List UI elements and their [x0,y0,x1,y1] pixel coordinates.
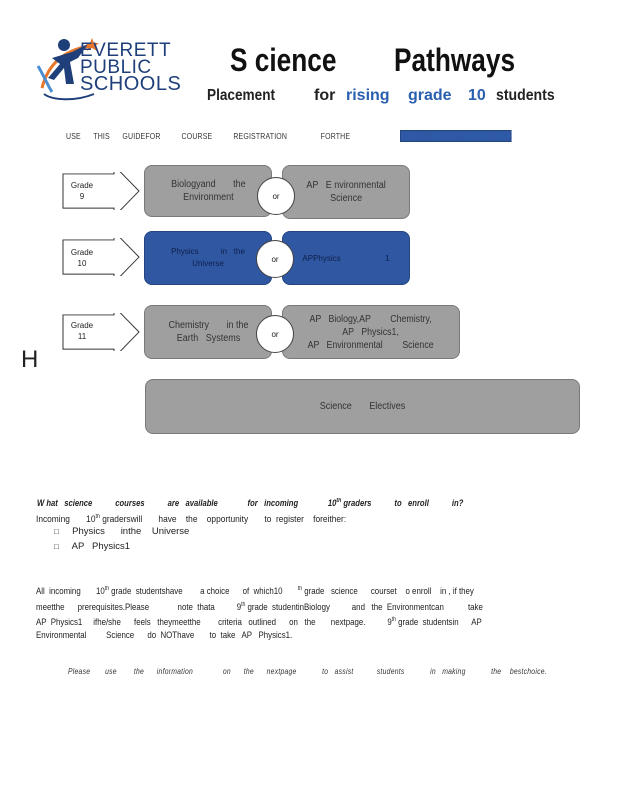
subtitle-for: for [314,87,336,104]
footnote-next-page: Please use the information on the nextpage to assist students in making the bestchoice. [68,666,547,676]
bullet-text: AP Physics1 [71,541,131,552]
q-word-6: graders [343,498,372,508]
course-physics-universe-label: Physics in the Universe [171,247,245,268]
course-ap-physics-1-label: APPhysics 1 [302,253,390,263]
intro-b: graderswill have the opportunity to register foreither: [99,514,347,526]
school-year-text: 202 4 - 202 5 SCHOOLYEAR [400,131,511,141]
q-word-7: to enroll [394,498,429,508]
q-word-5: 10 [327,498,337,508]
science-electives-label: Science Electives [319,401,406,412]
intro-sup: th [95,514,100,520]
grade-10-label [60,247,104,269]
grade-10-word: Grade [70,248,94,257]
or-label: or [271,329,279,339]
grade-9-number: 9 [79,192,85,201]
info-paragraph [36,583,567,642]
paragraph-line-1 [36,583,567,599]
p3sup: th [391,617,396,624]
or-circle-grade-11 [256,315,294,353]
checkbox-icon: □ [54,527,59,536]
subtitle-rising: rising [346,87,390,104]
stray-letter: H [21,346,39,373]
bullet-item-ap-physics [54,541,130,552]
grade-11-label [60,320,104,342]
logo-line-public: PUBLIC [80,57,152,78]
or-circle-grade-10 [256,240,294,278]
p2sup: th [241,601,246,608]
page-title-pathways: Pathways [394,42,516,78]
course-ap-environmental-science [282,165,410,219]
subtitle-grade: grade [408,87,452,104]
question-heading [37,498,463,508]
intro-line [36,511,346,527]
checkbox-icon: □ [54,542,59,551]
course-biology-environment [144,165,272,217]
q-word-4: for incoming [247,498,299,508]
p1a: All incoming 10 [36,586,105,598]
or-circle-grade-9 [257,177,295,215]
course-chemistry-earth-systems-label: Chemistry in the Earth Systems [167,320,249,344]
course-ap-environmental-science-label: AP E nvironmental Science [306,180,386,204]
course-chemistry-earth-systems [144,305,272,359]
grade-11-word: Grade [70,321,94,330]
course-ap-physics-1 [282,231,410,285]
grade-9-word: Grade [70,181,94,190]
paragraph-line-3 [36,614,567,630]
p3b: grade studentsin AP [395,617,482,629]
subtitle-students: students [496,87,555,104]
course-biology-environment-label: Biologyand the Environment [170,179,246,203]
q-word-1: W hat science [37,498,93,508]
q-word-8: in? [451,498,464,508]
district-logo [34,36,194,102]
p1sup2: th [297,586,303,592]
grade-9-label [60,180,104,202]
q-word-2: courses [115,498,145,508]
logo-line-schools: SCHOOLS [80,73,182,95]
grade-10-number: 10 [77,259,87,268]
grade-11-number: 11 [77,332,87,341]
p1b: grade studentshave a choice of which10 [108,586,298,598]
or-label: or [272,191,280,201]
p2b: grade studentinBiology and the Environmentcan take [245,601,483,613]
subtitle-placement: Placement [207,87,276,104]
paragraph-line-2 [36,599,567,615]
q-word-5-sup: th [336,498,342,504]
course-ap-options [282,305,460,359]
p1c: grade science courset o enroll in , if they [302,586,474,598]
registration-guide-line [66,131,350,141]
subtitle-grade-number: 10 [468,87,486,104]
p3a: AP Physics1 ifhe/she feels theymeetthe criteria outlined on the nextpage. 9 [36,617,392,629]
bullet-text: Physics inthe Universe [72,526,190,537]
course-physics-universe [144,231,272,285]
p4: Environmental Science do NOThave to take AP Physics1. [36,629,293,641]
paragraph-line-4 [36,630,567,643]
p1sup1: th [104,586,109,592]
intro-a: Incoming 10 [36,514,96,526]
bullet-item-physics-universe [54,526,189,537]
or-label: or [271,254,279,264]
course-ap-options-label: AP Biology,AP Chemistry, AP Physics1, AP Environmental Science [307,313,435,351]
school-year [400,131,511,141]
p2a: meetthe prerequisites.Please note thata 9 [36,601,242,613]
page-title-science: S cience [230,42,337,78]
science-electives-box [145,379,580,434]
guide-text: USE THIS GUIDEFOR COURSE REGISTRATION FORTHE [66,131,351,141]
logo-line-everett: EVERETT [80,40,172,61]
q-word-3: are available [167,498,218,508]
